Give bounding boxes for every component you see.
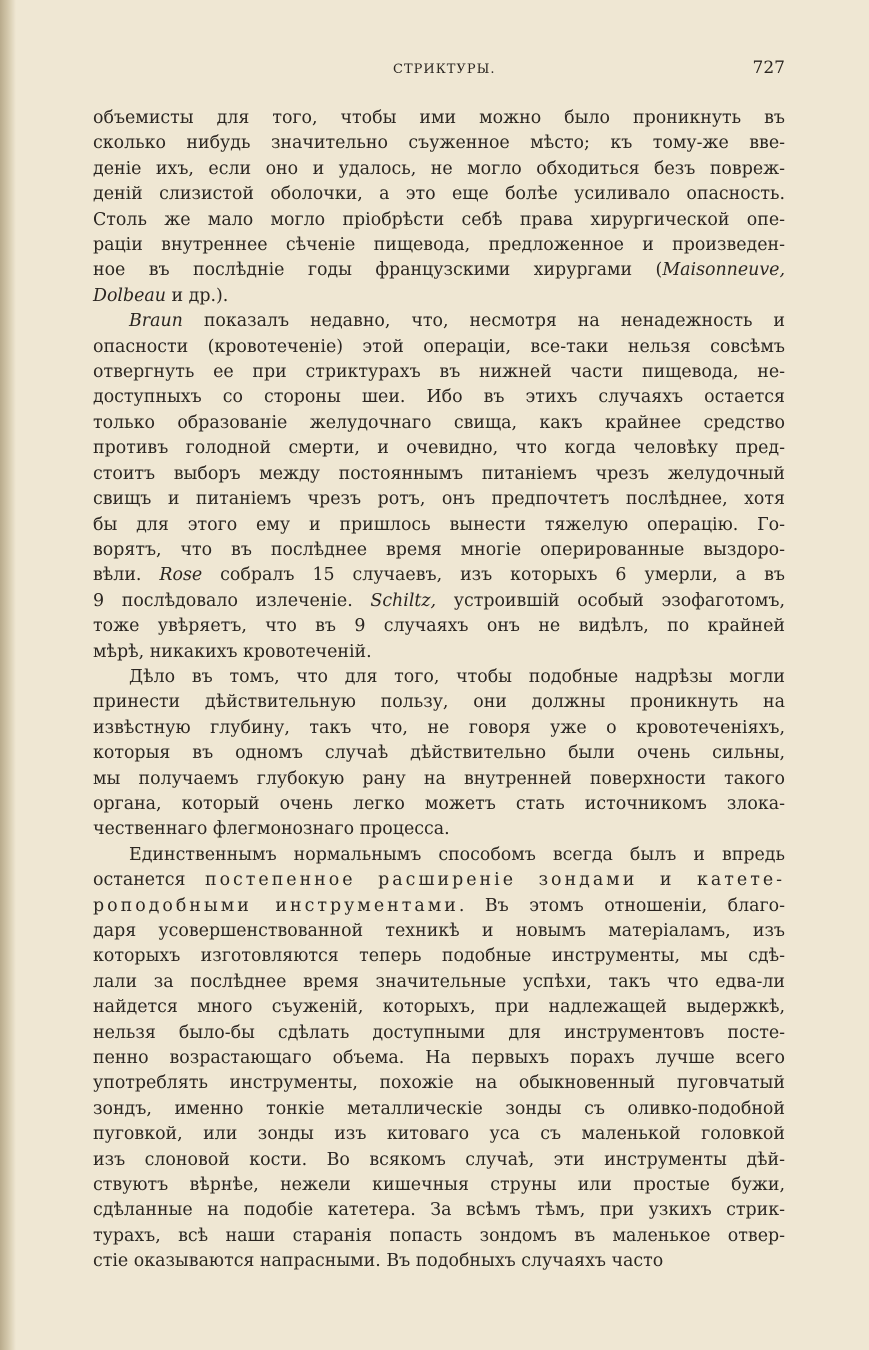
text-segment: 9 послѣдовало излеченіе. [93,590,371,611]
running-title: СТРИКТУРЫ. [393,62,496,77]
text-segment: изъ слоновой кости. Во всякомъ случаѣ, эти инструменты дѣй- [93,1149,785,1170]
italic-name: Schiltz, [370,590,437,611]
text-line [93,385,785,410]
text-line [93,436,785,461]
text-line [93,817,785,842]
text-line [93,360,785,385]
text-line [93,792,785,817]
italic-name: Rose [159,565,203,586]
paragraph [93,106,785,309]
text-line [93,1148,785,1173]
text-line [93,131,785,156]
text-segment: употреблять инструменты, похожіе на обыкновенный пуговчатый [93,1073,785,1094]
text-segment: нельзя было-бы сдѣлать доступными для инструментовъ посте- [93,1022,785,1043]
italic-name: Dolbeau [93,285,166,306]
text-line [93,1249,785,1274]
text-segment: мѣрѣ, никакихъ кровотеченій. [93,641,372,662]
text-segment: найдется много съуженій, которыхъ, при надлежащей выдержкѣ, [93,997,785,1018]
text-line [93,843,785,868]
text-segment: отвергнуть ее при стриктурахъ въ нижней части пищевода, не- [93,362,785,383]
text-segment: лали за послѣднее время значительные успѣхи, такъ что едва-ли [93,971,785,992]
paragraph [93,665,785,843]
text-line [93,970,785,995]
text-line [93,944,785,969]
text-line [93,690,785,715]
text-segment: Столь же мало могло пріобрѣсти себѣ права хирургической опе- [93,209,785,230]
text-line [93,1198,785,1223]
text-line [93,182,785,207]
text-segment: ворятъ, что въ послѣднее время многіе оперированные выздоро- [93,539,785,560]
spaced-emphasis: постепенное расширеніе зондами и катете- [205,870,785,891]
text-line [93,309,785,334]
page-number: 727 [752,58,785,78]
text-line [93,614,785,639]
text-line [93,487,785,512]
text-segment: которыя въ одномъ случаѣ дѣйствительно были очень сильны, [93,743,785,764]
text-line [93,258,785,283]
text-segment: опасности (кровотеченіе) этой операціи, все-таки нельзя совсѣмъ [93,336,785,357]
text-line [93,1021,785,1046]
text-line [93,106,785,131]
italic-name: Maisonneuve, [662,260,785,281]
text-line [93,919,785,944]
text-segment: показалъ недавно, что, несмотря на ненадежность и [182,311,785,332]
text-segment: турахъ, всѣ наши старанія попасть зондомъ въ маленькое отвер- [93,1225,785,1246]
text-segment: сколько нибудь значительно съуженное мѣсто; къ тому-же вве- [93,133,785,154]
text-line [93,665,785,690]
text-line [93,868,785,893]
text-segment: раціи внутреннее сѣченіе пищевода, предложенное и произведен- [93,235,785,256]
paragraph [93,309,785,665]
page-edge-shadow [0,0,16,1350]
text-line [93,208,785,233]
text-line [93,335,785,360]
italic-name: Braun [129,311,183,332]
text-segment: . Въ этомъ отношеніи, благо- [458,895,785,916]
text-segment: даря усовершенствованной техникѣ и новымъ матеріаламъ, изъ [93,921,785,941]
text-line [93,462,785,487]
text-segment: устроившій особый эзофаготомъ, [436,590,785,611]
text-segment: стіе оказываются напрасными. Въ подобныхъ случаяхъ часто [93,1251,664,1272]
text-segment: доступныхъ со стороны шеи. Ибо въ этихъ случаяхъ остается [93,387,785,408]
text-line [93,1097,785,1122]
text-line [93,716,785,741]
body-text [93,106,785,1275]
text-segment: мы получаемъ глубокую рану на внутренней поверхности такого [93,768,785,789]
text-line [93,767,785,792]
text-segment: деніе ихъ, если оно и удалось, не могло обходиться безъ повреж- [93,158,785,179]
text-segment: стоитъ выборъ между постояннымъ питаніемъ чрезъ желудочный [93,463,785,484]
text-line [93,1071,785,1096]
text-line [93,233,785,258]
text-line [93,640,785,665]
text-segment: деній слизистой оболочки, а это еще болѣе усиливало опасность. [93,184,785,205]
text-segment: ное въ послѣдніе годы французскими хирургами ( [93,260,663,281]
text-line [93,1173,785,1198]
text-line [93,1224,785,1249]
text-segment: Единственнымъ нормальнымъ способомъ всегда былъ и впредь [129,844,785,865]
text-line [93,563,785,588]
text-line [93,589,785,614]
text-segment: извѣстную глубину, такъ что, не говоря уже о кровотеченіяхъ, [93,717,785,738]
text-segment: чественнаго флегмонознаго процесса. [93,819,450,840]
text-segment: свищъ и питаніемъ чрезъ ротъ, онъ предпочтетъ послѣднее, хотя [93,489,785,510]
text-line [93,538,785,563]
text-segment: зондъ, именно тонкіе металлическіе зонды съ оливко-подобной [93,1098,785,1119]
text-segment: объемисты для того, чтобы ими можно было проникнуть въ [93,108,785,128]
text-segment: принести дѣйствительную пользу, они должны проникнуть на [93,692,785,713]
text-segment: органа, который очень легко можетъ стать источникомъ злока- [93,793,785,814]
text-line [93,513,785,538]
text-segment: сдѣланные на подобіе катетера. За всѣмъ тѣмъ, при узкихъ стрик- [93,1200,785,1221]
text-line [93,1122,785,1147]
text-line [93,411,785,436]
text-line [93,741,785,766]
text-segment: ствуютъ вѣрнѣе, нежели кишечныя струны или простые бужи, [93,1175,785,1196]
text-segment: вѣли. [93,565,160,586]
text-segment: и др.). [165,285,229,306]
text-segment: которыхъ изготовляются теперь подобные инструменты, мы сдѣ- [93,946,785,967]
text-segment: Дѣло въ томъ, что для того, чтобы подобные надрѣзы могли [129,666,785,687]
spaced-emphasis: роподобными инструментами [93,895,459,916]
page-header [93,58,785,88]
text-segment: пенно возрастающаго объема. На первыхъ порахъ лучше всего [93,1048,785,1069]
text-line [93,995,785,1020]
text-line [93,157,785,182]
text-segment: останется [93,870,205,891]
text-line [93,894,785,919]
paragraph [93,843,785,1275]
text-segment: тоже увѣряетъ, что въ 9 случаяхъ онъ не видѣлъ, по крайней [93,616,785,637]
text-segment: пуговкой, или зонды изъ китоваго уса съ маленькой головкой [93,1124,785,1145]
text-segment: собралъ 15 случаевъ, изъ которыхъ 6 умерли, а въ [202,565,785,586]
text-line [93,284,785,309]
text-segment: бы для этого ему и пришлось вынести тяжелую операцію. Го- [93,514,785,535]
text-line [93,1046,785,1071]
text-segment: только образованіе желудочнаго свища, какъ крайнее средство [93,412,785,433]
text-segment: противъ голодной смерти, и очевидно, что когда человѣку пред- [93,438,785,459]
